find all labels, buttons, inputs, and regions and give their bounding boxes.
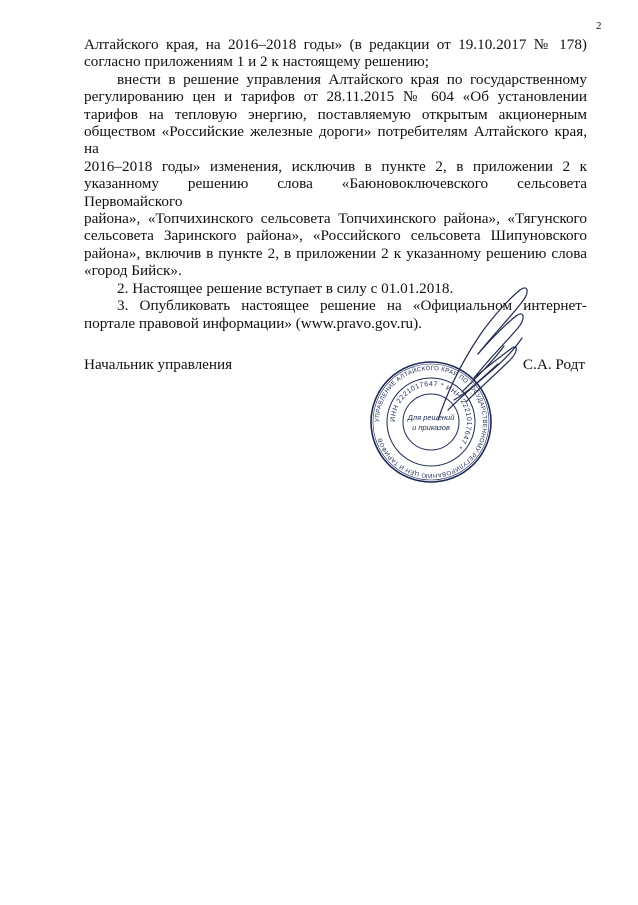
text-line: 3. Опубликовать настоящее решение на «Официальном интернет- <box>117 297 587 315</box>
seal-center-line-1: Для решений <box>407 413 455 422</box>
official-seal <box>369 360 493 484</box>
text-line: внести в решение управления Алтайского края по государственному <box>117 70 587 88</box>
text-line: портале правовой информации» (www.pravo.gov.ru). <box>84 314 422 332</box>
signer-name: С.А. Родт <box>522 356 585 373</box>
text-line: сельсовета Заринского района», «Российского сельсовета Шипуновского <box>84 227 587 245</box>
text-line: района», «Топчихинского сельсовета Топчихинского района», «Тягунского <box>84 210 587 228</box>
text-line: регулированию цен и тарифов от 28.11.2015 № 604 «Об установлении <box>84 88 587 106</box>
text-line: согласно приложениям 1 и 2 к настоящему решению; <box>84 53 429 71</box>
seal-inner-text: ИНН 2221017647 * ИНН 2221017647 * <box>389 380 473 451</box>
paragraph-1 <box>84 36 587 71</box>
text-line: 2. Настоящее решение вступает в силу с 01.01.2018. <box>117 279 454 297</box>
text-line: Алтайского края, на 2016–2018 годы» (в редакции от 19.10.2017 № 178) <box>84 36 587 53</box>
text-line: тарифов на тепловую энергию, поставляемую открытым акционерным <box>84 105 587 123</box>
signer-position: Начальник управления <box>84 356 233 373</box>
text-line: района», включив в пункте 2, в приложении 2 к указанному решению слова <box>84 244 587 262</box>
seal-center-line-2: и приказов <box>412 423 450 432</box>
text-line: «город Бийск». <box>84 262 182 280</box>
text-line: обществом «Российские железные дороги» потребителям Алтайского края, на <box>84 123 587 158</box>
text-line: указанному решению слова «Баюновоключевского сельсовета Первомайского <box>84 175 587 210</box>
page-number: 2 <box>596 20 602 32</box>
text-line: 2016–2018 годы» изменения, исключив в пункте 2, в приложении 2 к <box>84 157 587 175</box>
paragraph-2 <box>84 71 587 280</box>
seal-outer-text: УПРАВЛЕНИЕ АЛТАЙСКОГО КРАЯ ПО ГОСУДАРСТВЕННОМУ РЕГУЛИРОВАНИЮ ЦЕН И ТАРИФОВ <box>373 364 489 480</box>
